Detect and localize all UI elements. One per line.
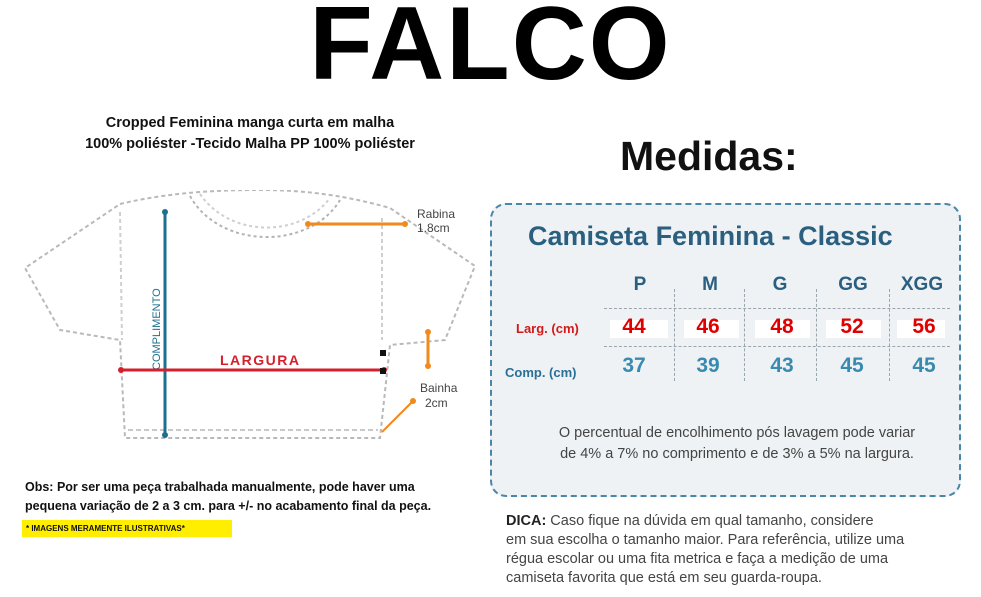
shrinkage-line-2: de 4% a 7% no comprimento e de 3% a 5% na largura. (560, 446, 914, 462)
largura-value-g: 48 (770, 315, 794, 338)
observation-text (25, 478, 495, 516)
tip-label: DICA: (506, 513, 547, 529)
grid-line (744, 289, 745, 381)
brand-logo: FALCO (309, 0, 672, 102)
largura-value-xgg: 56 (912, 315, 936, 338)
size-card-title: Camiseta Feminina - Classic (528, 221, 893, 251)
bainha-label: Bainha (420, 381, 458, 395)
size-card (490, 203, 961, 497)
largura-label: LARGURA (220, 352, 301, 368)
obs-line-2: pequena variação de 2 a 3 cm. para +/- no acabamento final da peça. (25, 499, 432, 513)
rabina-value: 1.8cm (417, 221, 450, 235)
size-header-xgg: XGG (900, 274, 944, 295)
size-header-p: P (633, 274, 647, 295)
largura-value-gg: 52 (840, 315, 864, 338)
comprimento-row-label: Comp. (cm) (505, 365, 577, 380)
comprimento-value-gg: 45 (840, 354, 864, 377)
tip-line-2: em sua escolha o tamanho maior. Para referência, utilize uma (506, 532, 905, 548)
compliment-label: COMPLIMENTO (151, 288, 163, 370)
size-header-gg: GG (838, 274, 868, 295)
grid-line (889, 289, 890, 381)
grid-line (604, 308, 950, 309)
tip-line-3: régua escolar ou uma fita metrica e faça a medição de uma (506, 551, 889, 567)
obs-line-1: Obs: Por ser uma peça trabalhada manualmente, pode haver uma (25, 480, 415, 494)
largura-row-label: Larg. (cm) (516, 321, 579, 336)
largura-value-m: 46 (696, 315, 720, 338)
grid-line (604, 346, 950, 347)
tip-line-4: camiseta favorita que está em seu guarda-roupa. (506, 570, 822, 586)
grid-line (816, 289, 817, 381)
measurements-heading: Medidas: (620, 133, 798, 179)
shirt-diagram (20, 190, 480, 460)
comprimento-value-g: 43 (770, 354, 794, 377)
largura-value-p: 44 (622, 315, 646, 338)
product-line-2: 100% poliéster -Tecido Malha PP 100% poliéster (85, 136, 415, 152)
size-header-m: M (702, 274, 718, 295)
shrinkage-note (532, 423, 942, 465)
comprimento-value-m: 39 (696, 354, 720, 377)
grid-line (674, 289, 675, 381)
bainha-value: 2cm (425, 396, 448, 410)
illustrative-note: * IMAGENS MERAMENTE ILUSTRATIVAS* (22, 520, 232, 537)
shirt-outline (25, 190, 475, 438)
tip-text (506, 512, 966, 588)
tip-line-1: Caso fique na dúvida em qual tamanho, considere (546, 513, 874, 529)
shrinkage-line-1: O percentual de encolhimento pós lavagem pode variar (558, 425, 916, 441)
product-description (30, 113, 470, 155)
comprimento-value-xgg: 45 (912, 354, 936, 377)
size-header-g: G (772, 274, 788, 295)
product-line-1: Cropped Feminina manga curta em malha (105, 115, 395, 131)
comprimento-value-p: 37 (622, 354, 646, 377)
rabina-label: Rabina (417, 207, 456, 221)
